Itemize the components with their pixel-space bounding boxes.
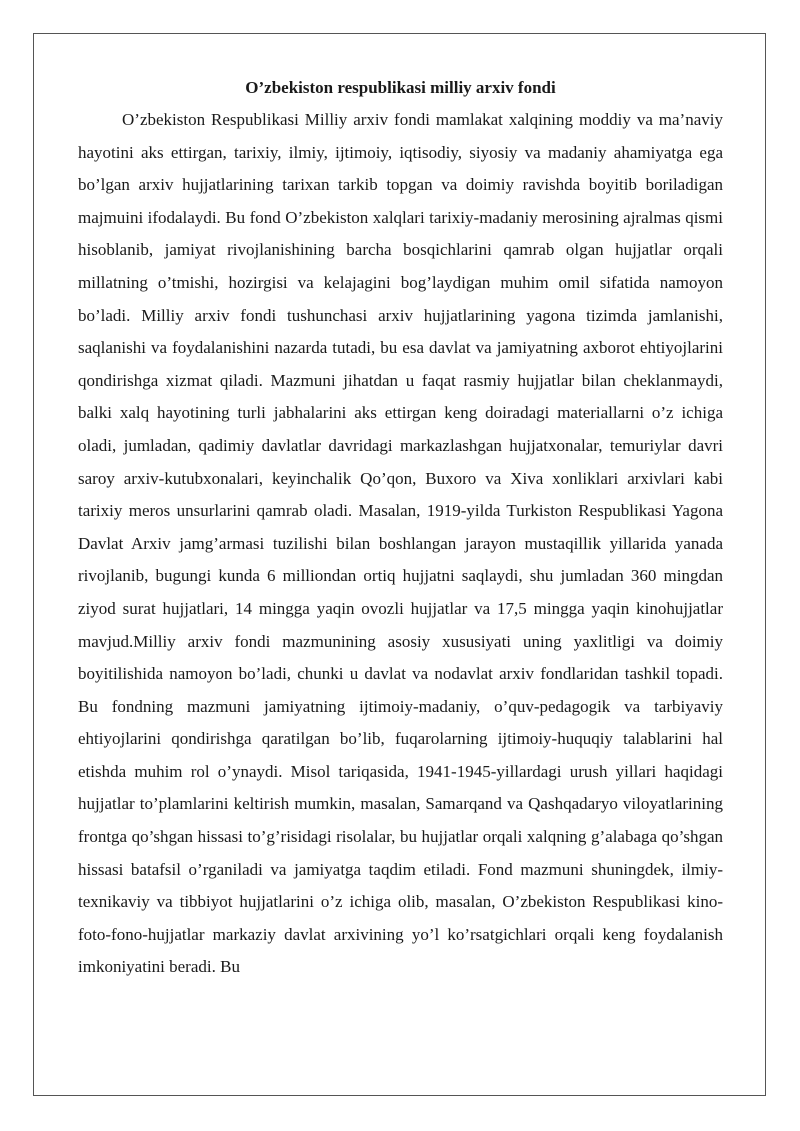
document-body [78, 72, 723, 984]
document-title: O’zbekiston respublikasi milliy arxiv fondi [245, 78, 556, 97]
body-paragraph: O’zbekiston Respublikasi Milliy arxiv fondi mamlakat xalqining moddiy va ma’naviy hayotini aks ettirgan, tarixiy, ilmiy, ijtimoiy, iqtisodiy, siyosiy va madaniy ahamiyatga ega bo’lgan arxiv hujjatlarining tarixan tarkib topgan va doimiy ravishda boyitib boriladigan majmuini ifodalaydi. Bu fond O’zbekiston xalqlari tarixiy-madaniy merosining ajralmas qismi hisoblanib, jamiyat rivojlanishining barcha bosqichlarini qamrab olgan hujjatlar orqali millatning o’tmishi, hozirgisi va kelajagini bog’laydigan muhim omil sifatida namoyon bo’ladi. Milliy arxiv fondi tushunchasi arxiv hujjatlarining yagona tizimda jamlanishi, saqlanishi va foydalanishini nazarda tutadi, bu esa davlat va jamiyatning axborot ehtiyojlarini qondirishga xizmat qiladi. Mazmuni jihatdan u faqat rasmiy hujjatlar bilan cheklanmaydi, balki xalq hayotining turli jabhalarini aks ettirgan keng doiradagi materiallarni o’z ichiga oladi, jumladan, qadimiy davlatlar davridagi markazlashgan hujjatxonalar, temuriylar davri saroy arxiv-kutubxonalari, keyinchalik Qo’qon, Buxoro va Xiva xonliklari arxivlari kabi tarixiy meros unsurlarini qamrab oladi. Masalan, 1919-yilda Turkiston Respublikasi Yagona Davlat Arxiv jamg’armasi tuzilishi bilan boshlangan jarayon mustaqillik yillarida yanada rivojlanib, bugungi kunda 6 milliondan ortiq hujjatni saqlaydi, shu jumladan 360 mingdan ziyod surat hujjatlari, 14 mingga yaqin ovozli hujjatlar va 17,5 mingga yaqin kinohujjatlar mavjud.Milliy arxiv fondi mazmunining asosiy xususiyati uning yaxlitligi va doimiy boyitilishida namoyon bo’ladi, chunki u davlat va nodavlat arxiv fondlaridan tashkil topadi. Bu fondning mazmuni jamiyatning ijtimoiy-madaniy, o’quv-pedagogik va tarbiyaviy ehtiyojlarini qondirishga qaratilgan bo’lib, fuqarolarning ijtimoiy-huquqiy talablarini hal etishda muhim rol o’ynaydi. Misol tariqasida, 1941-1945-yillardagi urush yillari haqidagi hujjatlar to’plamlarini keltirish mumkin, masalan, Samarqand va Qashqadaryo viloyatlarining frontga qo’shgan hissasi to’g’risidagi risolalar, bu hujjatlar orqali xalqning g’alabaga qo’shgan hissasi batafsil o’rganiladi va jamiyatga taqdim etiladi. Fond mazmuni shuningdek, ilmiy-texnikaviy va tibbiyot hujjatlarini o’z ichiga olib, masalan, O’zbekiston Respublikasi kino-foto-fono-hujjatlar markaziy davlat arxivining yo’l ko’rsatgichlari orqali keng foydalanish imkoniyatini beradi. Bu [78, 110, 723, 977]
